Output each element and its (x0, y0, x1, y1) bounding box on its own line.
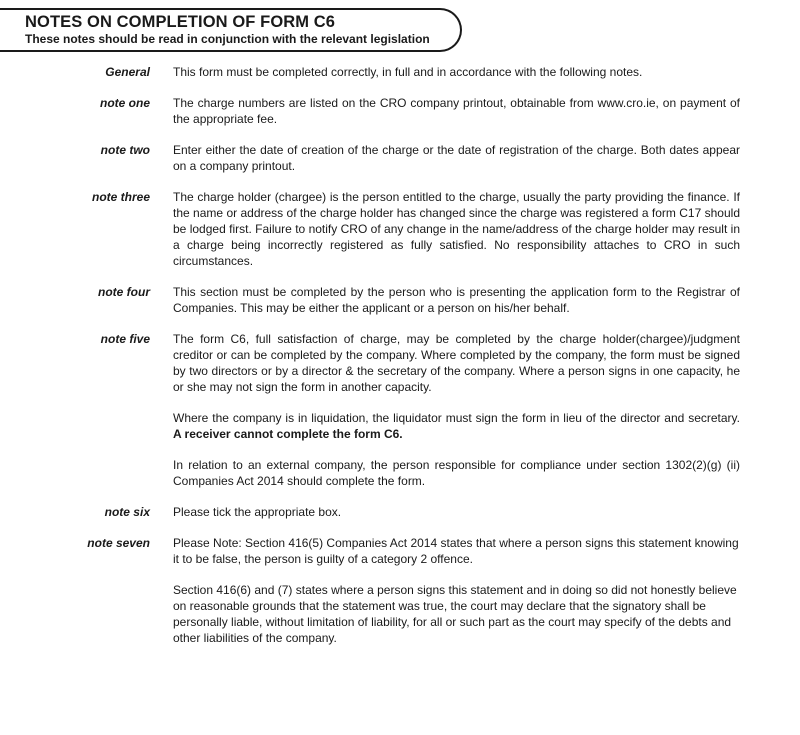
note-label: note four (98, 285, 150, 299)
note-paragraph: The charge holder (chargee) is the person entitled to the charge, usually the party providing the finance. If the name or address of the charge holder has changed since the charge was registered a form C17 should be lodged first. Failure to notify CRO of any change in the name/address of the charge holder may result in a charge being incorrectly registered as fully satisfied. No responsibility attaches to CRO in such circumstances. (173, 190, 740, 268)
note-body (173, 331, 740, 489)
note-paragraph: Please tick the appropriate box. (173, 505, 342, 519)
note-label: note two (100, 143, 150, 157)
note-body (173, 284, 740, 316)
note-paragraph (173, 410, 740, 442)
note-body (173, 535, 740, 646)
note-paragraph: In relation to an external company, the person responsible for compliance under section 1302(2)(g) (ii) Companies Act 2014 should complete the form. (173, 458, 740, 488)
note-label: note one (100, 96, 150, 110)
note-two (0, 142, 800, 174)
note-paragraph: The charge numbers are listed on the CRO company printout, obtainable from www.cro.ie, on payment of the appropriate fee. (173, 96, 740, 126)
note-body (173, 64, 740, 80)
note-four (0, 284, 800, 316)
note-label: note five (100, 332, 150, 346)
note-label: note seven (87, 536, 150, 550)
note-body (173, 189, 740, 269)
note-three (0, 189, 800, 269)
note-general (0, 64, 800, 80)
note-body (173, 142, 740, 174)
page-title: NOTES ON COMPLETION OF FORM C6 (25, 13, 336, 31)
note-label: note three (91, 190, 150, 204)
note-label: note six (104, 505, 150, 519)
note-seven (0, 535, 800, 646)
note-one (0, 95, 800, 127)
note-six (0, 504, 800, 520)
note-paragraph: This form must be completed correctly, in full and in accordance with the following notes. (173, 65, 643, 79)
receiver-warning: A receiver cannot complete the form C6. (173, 427, 403, 441)
page-subtitle: These notes should be read in conjunction with the relevant legislation (25, 32, 430, 46)
note-paragraph: This section must be completed by the person who is presenting the application form to the Registrar of Companies. This may be either the applicant or a person on his/her behalf. (173, 285, 740, 315)
note-paragraph: Section 416(6) and (7) states where a person signs this statement and in doing so did not honestly believe on reasonable grounds that the statement was true, the court may declare that the signatory shall be personally liable, without limitation of liability, for all or such part as the court may specify of the debts and other liabilities of the company. (173, 583, 737, 645)
note-body (173, 95, 740, 127)
note-paragraph: Enter either the date of creation of the charge or the date of registration of the charge. Both dates appear on a company printout. (173, 143, 740, 173)
note-label: General (105, 65, 150, 79)
note-paragraph: Please Note: Section 416(5) Companies Act 2014 states that where a person signs this statement knowing it to be false, the person is guilty of a category 2 offence. (173, 536, 739, 566)
note-paragraph: The form C6, full satisfaction of charge, may be completed by the charge holder(chargee)/judgment creditor or can be completed by the company. Where completed by the company, the form must be signed by two directors or by a director & the secretary of the company. Where a person signs in one capacity, he or she may not sign the form in another capacity. (173, 332, 740, 394)
notes-list (0, 64, 800, 661)
note-five (0, 331, 800, 489)
note-body (173, 504, 740, 520)
liquidation-text: Where the company is in liquidation, the liquidator must sign the form in lieu of the director and secretary. (173, 411, 740, 425)
